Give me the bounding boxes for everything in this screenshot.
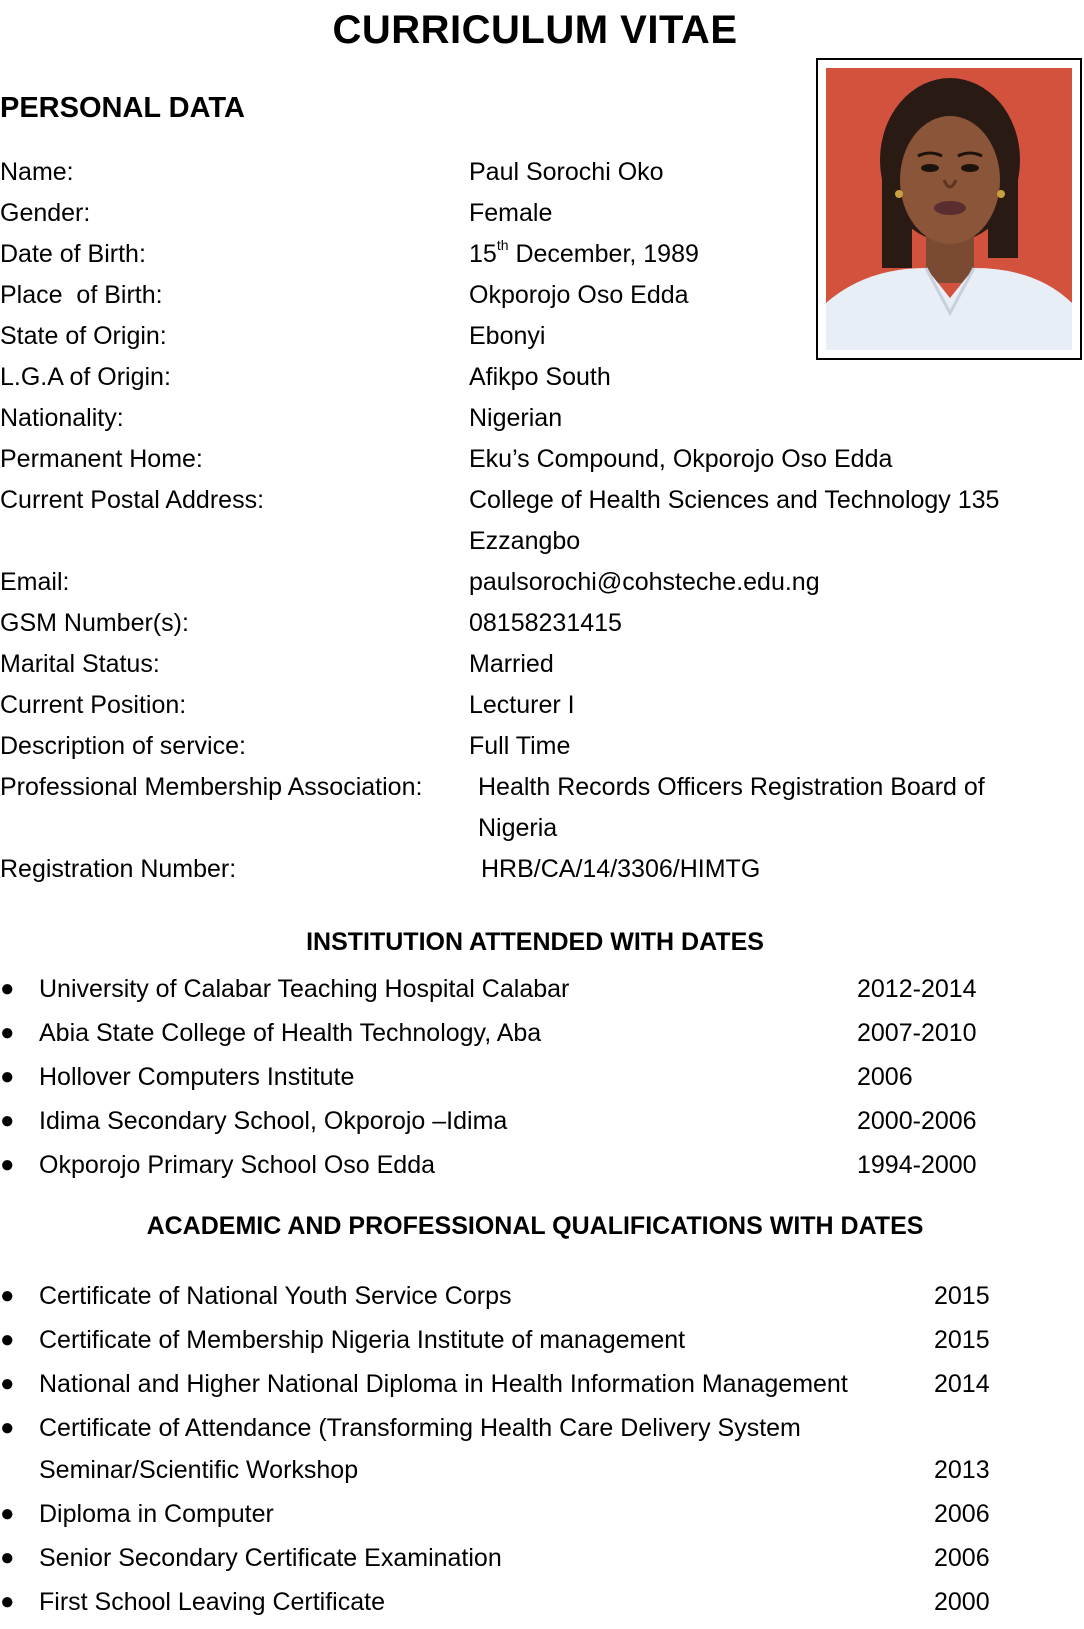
personal-data-heading: PERSONAL DATA bbox=[0, 92, 245, 124]
field-label: Description of service: bbox=[0, 732, 246, 760]
field-value: Nigerian bbox=[469, 404, 563, 432]
field-value: Eku’s Compound, Okporojo Oso Edda bbox=[469, 445, 893, 473]
bullet-icon: ● bbox=[0, 1588, 15, 1615]
field-value: Lecturer I bbox=[469, 691, 575, 719]
field-label: Current Postal Address: bbox=[0, 486, 265, 514]
field-value: 08158231415 bbox=[469, 609, 622, 637]
dob-rest: December, 1989 bbox=[508, 240, 699, 268]
field-current-position bbox=[0, 684, 1084, 726]
institution-date: 2006 bbox=[857, 1063, 913, 1091]
field-label: L.G.A of Origin: bbox=[0, 363, 171, 391]
qualification-name: Diploma in Computer bbox=[39, 1500, 274, 1528]
qualification-date: 2013 bbox=[934, 1456, 990, 1484]
qualification-date: 2015 bbox=[934, 1282, 990, 1310]
field-value: HRB/CA/14/3306/HIMTG bbox=[481, 855, 761, 883]
bullet-icon: ● bbox=[0, 1370, 15, 1397]
field-value-line1: Health Records Officers Registration Board of bbox=[478, 773, 985, 801]
field-gender bbox=[0, 192, 1084, 234]
dob-day: 15 bbox=[469, 240, 497, 268]
qualification-date: 2006 bbox=[934, 1500, 990, 1528]
bullet-icon: ● bbox=[0, 1500, 15, 1527]
qualification-date: 2015 bbox=[934, 1326, 990, 1354]
institution-date: 2000-2006 bbox=[857, 1107, 977, 1135]
bullet-icon: ● bbox=[0, 1063, 15, 1090]
field-label: Date of Birth: bbox=[0, 240, 146, 268]
field-label: GSM Number(s): bbox=[0, 609, 189, 637]
field-value: Ebonyi bbox=[469, 322, 546, 350]
field-value: Married bbox=[469, 650, 554, 678]
qualification-name: National and Higher National Diploma in Health Information Management bbox=[39, 1370, 848, 1398]
field-value: Afikpo South bbox=[469, 363, 611, 391]
field-place-of-birth bbox=[0, 274, 1084, 316]
qualification-name: Certificate of Membership Nigeria Institute of management bbox=[39, 1326, 686, 1354]
field-state-of-origin bbox=[0, 315, 1084, 357]
field-label: Email: bbox=[0, 568, 70, 596]
field-value: Female bbox=[469, 199, 553, 227]
field-registration-number bbox=[0, 848, 1084, 890]
field-value: Paul Sorochi Oko bbox=[469, 158, 664, 186]
field-description-of-service bbox=[0, 725, 1084, 767]
field-label: Gender: bbox=[0, 199, 91, 227]
institution-name: Idima Secondary School, Okporojo –Idima bbox=[39, 1107, 508, 1135]
bullet-icon: ● bbox=[0, 975, 15, 1002]
field-label: Permanent Home: bbox=[0, 445, 203, 473]
bullet-icon: ● bbox=[0, 1107, 15, 1134]
institution-name: Hollover Computers Institute bbox=[39, 1063, 355, 1091]
document-title: CURRICULUM VITAE bbox=[332, 8, 738, 52]
institution-date: 2012-2014 bbox=[857, 975, 977, 1003]
field-value-line2: Ezzangbo bbox=[469, 527, 581, 555]
bullet-icon: ● bbox=[0, 1326, 15, 1353]
field-gsm-number bbox=[0, 602, 1084, 644]
bullet-icon: ● bbox=[0, 1282, 15, 1309]
qualification-name-line2: Seminar/Scientific Workshop bbox=[39, 1456, 359, 1484]
qualification-name: First School Leaving Certificate bbox=[39, 1588, 385, 1616]
field-professional-membership-cont bbox=[0, 807, 1084, 849]
bullet-icon: ● bbox=[0, 1544, 15, 1571]
qualification-date: 2014 bbox=[934, 1370, 990, 1398]
field-label: Place of Birth: bbox=[0, 281, 163, 309]
field-professional-membership bbox=[0, 766, 1084, 808]
field-current-postal-address-cont bbox=[0, 520, 1084, 562]
field-current-postal-address bbox=[0, 479, 1084, 521]
field-label: Professional Membership Association: bbox=[0, 773, 423, 801]
field-permanent-home bbox=[0, 438, 1084, 480]
field-value: Okporojo Oso Edda bbox=[469, 281, 689, 309]
field-value: Full Time bbox=[469, 732, 571, 760]
field-label: State of Origin: bbox=[0, 322, 167, 350]
institution-name: University of Calabar Teaching Hospital Calabar bbox=[39, 975, 570, 1003]
qualification-date: 2006 bbox=[934, 1544, 990, 1572]
field-label: Name: bbox=[0, 158, 74, 186]
bullet-icon: ● bbox=[0, 1414, 15, 1441]
field-email bbox=[0, 561, 1084, 603]
qualification-date: 2000 bbox=[934, 1588, 990, 1616]
institutions-heading: INSTITUTION ATTENDED WITH DATES bbox=[306, 928, 764, 956]
institution-name: Okporojo Primary School Oso Edda bbox=[39, 1151, 436, 1179]
field-marital-status bbox=[0, 643, 1084, 685]
field-value-line2: Nigeria bbox=[478, 814, 558, 842]
field-label: Current Position: bbox=[0, 691, 187, 719]
field-value: paulsorochi@cohsteche.edu.ng bbox=[469, 568, 820, 596]
institution-name: Abia State College of Health Technology, Aba bbox=[39, 1019, 542, 1047]
field-label: Registration Number: bbox=[0, 855, 237, 883]
qualifications-heading: ACADEMIC AND PROFESSIONAL QUALIFICATIONS WITH DATES bbox=[146, 1212, 924, 1240]
field-label: Marital Status: bbox=[0, 650, 160, 678]
bullet-icon: ● bbox=[0, 1151, 15, 1178]
field-value bbox=[469, 233, 1069, 275]
institution-date: 1994-2000 bbox=[857, 1151, 977, 1179]
dob-suffix: th bbox=[496, 237, 509, 253]
bullet-icon: ● bbox=[0, 1019, 15, 1046]
field-lga-of-origin bbox=[0, 356, 1084, 398]
qualification-name: Certificate of National Youth Service Corps bbox=[39, 1282, 512, 1310]
field-nationality bbox=[0, 397, 1084, 439]
institution-date: 2007-2010 bbox=[857, 1019, 977, 1047]
field-value-line1: College of Health Sciences and Technology 135 bbox=[469, 486, 1000, 514]
field-label: Nationality: bbox=[0, 404, 124, 432]
qualification-name-line1: Certificate of Attendance (Transforming Health Care Delivery System bbox=[39, 1414, 801, 1442]
field-name bbox=[0, 151, 1084, 193]
field-date-of-birth bbox=[0, 233, 1084, 275]
qualification-name: Senior Secondary Certificate Examination bbox=[39, 1544, 502, 1572]
